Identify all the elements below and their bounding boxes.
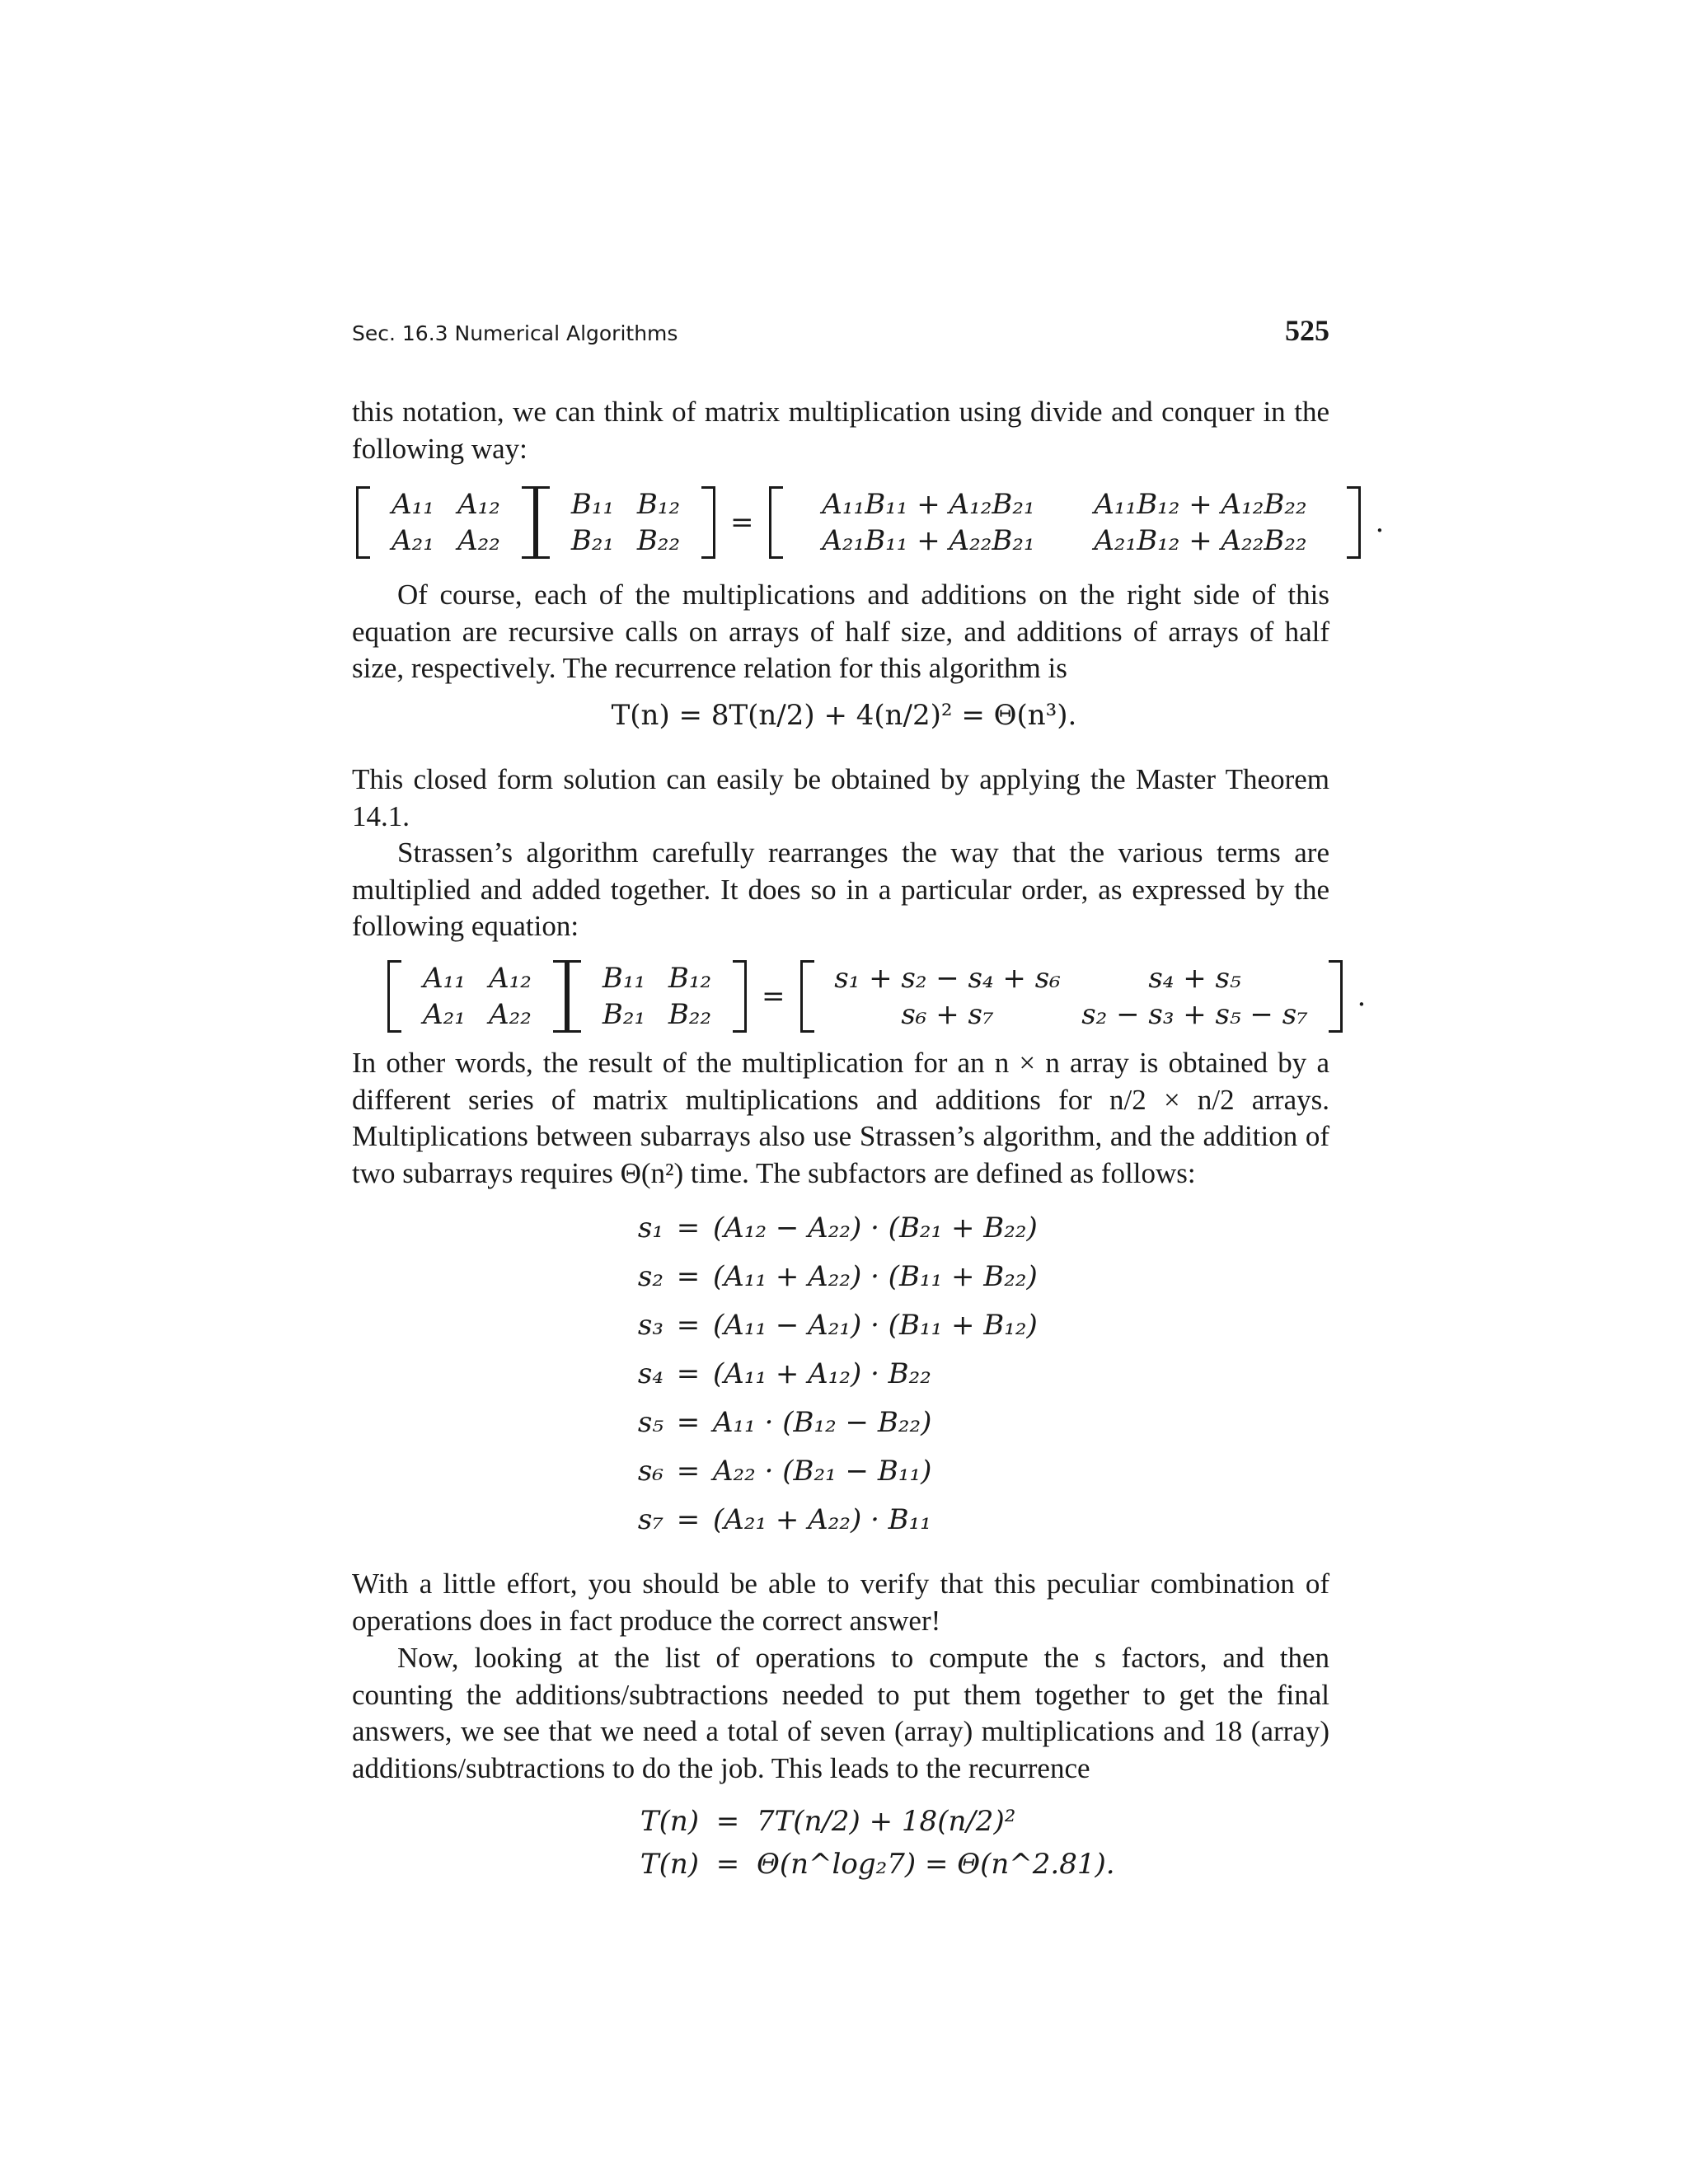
matrix-entry: B₁₂ — [668, 962, 712, 995]
subfactor-lhs: s₄ — [637, 1357, 663, 1390]
period: . — [1357, 980, 1367, 1013]
matrix-b — [567, 960, 747, 1033]
matrix-entry: A₁₁B₁₁ + A₁₂B₂₁ — [822, 488, 1035, 521]
equals-sign: = — [676, 1309, 701, 1342]
matrix-entry: s₂ − s₃ + s₅ − s₇ — [1081, 998, 1308, 1031]
matrix-entry: A₂₁B₁₂ + A₂₂B₂₂ — [1094, 524, 1307, 557]
paragraph-5: In other words, the result of the multiplication for an n × n array is obtained by a different series of matrix multiplications and additions for n/2 × n/2 arrays. Multiplications between subarrays also use Strassen’s algorithm, and the addition of two subarrays requires Θ(n²) time. The subfactors are defined as follows: — [352, 1047, 1329, 1190]
recurrence-lhs: T(n) — [640, 1805, 699, 1838]
equals-sign: = — [676, 1406, 701, 1439]
equals-sign: = — [762, 980, 785, 1013]
subfactor-lhs: s₆ — [637, 1455, 663, 1488]
subfactor-rhs: (A₂₁ + A₂₂) · B₁₁ — [713, 1503, 931, 1536]
subfactor-rhs: (A₁₁ + A₁₂) · B₂₂ — [713, 1357, 931, 1390]
matrix-a — [356, 486, 536, 559]
equals-sign: = — [730, 506, 754, 539]
paragraph-7: Now, looking at the list of operations to compute the s factors, and then counting the additions/subtractions needed to put them together to get the final answers, we see that we need a total of seven (array) multiplications and 18 (array) additions/subtractions to do the job. This leads to the recurrence — [352, 1642, 1329, 1785]
paragraph-1: this notation, we can think of matrix multiplication using divide and conquer in the following way: — [352, 396, 1329, 465]
equals-sign: = — [676, 1260, 701, 1293]
equals-sign: = — [676, 1357, 701, 1390]
matrix-b — [536, 486, 715, 559]
matrix-entry: A₂₁B₁₁ + A₂₂B₂₁ — [822, 524, 1035, 557]
matrix-entry: A₁₂ — [457, 488, 500, 521]
subfactor-lhs: s₁ — [637, 1212, 663, 1244]
paragraph-4: Strassen’s algorithm carefully rearranges the way that the various terms are multiplied and added together. It does so in a particular order, as expressed by the following equation: — [352, 837, 1329, 943]
matrix-entry: A₁₁B₁₂ + A₁₂B₂₂ — [1094, 488, 1307, 521]
recurrence-lhs: T(n) — [640, 1848, 699, 1881]
matrix-entry: B₁₁ — [602, 962, 646, 995]
page-number: 525 — [1285, 314, 1329, 347]
matrix-entry: B₂₁ — [570, 524, 615, 557]
period: . — [1375, 506, 1385, 539]
matrix-entry: s₁ + s₂ − s₄ + s₆ — [834, 962, 1061, 995]
recurrence-equation: T(n) = 8T(n/2) + 4(n/2)² = Θ(n³). — [611, 699, 1077, 732]
paragraph-2: Of course, each of the multiplications and additions on the right side of this equation are recursive calls on arrays of half size, and additions of arrays of half size, respectively. The recurrence relation for this algorithm is — [352, 579, 1329, 685]
matrix-entry: B₂₂ — [636, 524, 681, 557]
matrix-product — [769, 486, 1361, 559]
matrix-entry: A₁₂ — [489, 962, 532, 995]
matrix-entry: s₆ + s₇ — [901, 998, 994, 1031]
matrix-entry: A₂₂ — [489, 998, 532, 1031]
subfactor-rhs: A₁₁ · (B₁₂ − B₂₂) — [713, 1406, 932, 1439]
subfactor-definitions — [606, 1212, 1038, 1536]
matrix-a — [387, 960, 567, 1033]
subfactor-rhs: (A₁₁ − A₂₁) · (B₁₁ + B₁₂) — [713, 1309, 1038, 1342]
final-recurrence — [604, 1805, 1115, 1881]
paragraph-3: This closed form solution can easily be obtained by applying the Master Theorem 14.1. — [352, 763, 1329, 832]
subfactor-lhs: s₃ — [637, 1309, 663, 1342]
matrix-entry: B₁₂ — [636, 488, 681, 521]
subfactor-lhs: s₅ — [637, 1406, 663, 1439]
matrix-entry: s₄ + s₅ — [1148, 962, 1241, 995]
paragraph-6: With a little effort, you should be able to verify that this peculiar combination of operations does in fact produce the correct answer! — [352, 1568, 1329, 1637]
subfactor-rhs: (A₁₁ + A₂₂) · (B₁₁ + B₂₂) — [713, 1260, 1038, 1293]
recurrence-rhs: 7T(n/2) + 18(n/2)² — [757, 1805, 1016, 1838]
matrix-entry: A₁₁ — [392, 488, 434, 521]
recurrence-rhs: Θ(n^log₂7) = Θ(n^2.81). — [757, 1848, 1115, 1881]
strassen-matrix-equation — [387, 960, 1366, 1033]
subfactor-rhs: (A₁₂ − A₂₂) · (B₂₁ + B₂₂) — [713, 1212, 1038, 1244]
equals-sign: = — [715, 1848, 740, 1881]
subfactor-lhs: s₇ — [637, 1503, 663, 1536]
matrix-entry: A₁₁ — [423, 962, 466, 995]
equals-sign: = — [715, 1805, 740, 1838]
subfactor-lhs: s₂ — [637, 1260, 663, 1293]
equals-sign: = — [676, 1503, 701, 1536]
matrix-entry: A₂₁ — [392, 524, 434, 557]
block-matrix-equation — [356, 486, 1384, 559]
equals-sign: = — [676, 1455, 701, 1488]
matrix-entry: A₂₁ — [423, 998, 466, 1031]
matrix-entry: A₂₂ — [457, 524, 500, 557]
section-header: Sec. 16.3 Numerical Algorithms — [352, 321, 678, 345]
matrix-entry: B₁₁ — [570, 488, 615, 521]
equals-sign: = — [676, 1212, 701, 1244]
matrix-strassen-result — [800, 960, 1343, 1033]
subfactor-rhs: A₂₂ · (B₂₁ − B₁₁) — [713, 1455, 932, 1488]
matrix-entry: B₂₁ — [602, 998, 646, 1031]
matrix-entry: B₂₂ — [668, 998, 712, 1031]
